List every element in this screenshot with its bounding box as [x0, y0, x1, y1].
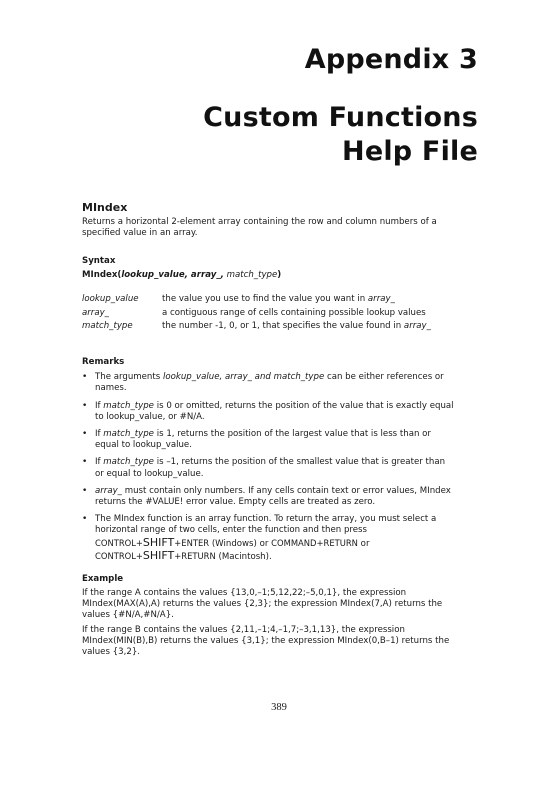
argument-row: [82, 307, 431, 321]
key-combo-windows: CONTROL+SHIFT+ENTER (Windows) or COMMAND+RETURN or: [95, 535, 370, 549]
argument-row: [82, 320, 431, 334]
description-line: specified value in an array.: [82, 228, 198, 238]
syntax-label: Syntax: [82, 256, 116, 266]
appendix-heading: Appendix 3: [304, 44, 478, 75]
argument-description: the number -1, 0, or 1, that specifies the value found in array_: [162, 321, 431, 331]
remark-item: • array_ must contain only numbers. If any cells contain text or error values, MIndex returns the #VALUE! error value. Empty cells are treated as zero.: [82, 486, 492, 508]
example-section: [82, 574, 494, 658]
remark-item: • The arguments lookup_value, array_ and match_type can be either references or names.: [82, 372, 492, 394]
argument-description: the value you use to find the value you want in array_: [162, 294, 395, 304]
argument-name: lookup_value: [82, 294, 139, 304]
syntax-suffix: ): [277, 270, 282, 280]
remarks-label: Remarks: [82, 357, 125, 367]
title-line-2: Help File: [342, 136, 478, 167]
syntax-signature: [82, 270, 490, 281]
remarks-list: [82, 372, 492, 563]
syntax-arg-optional: match_type: [223, 270, 278, 280]
function-description: [82, 217, 490, 239]
syntax-prefix: MIndex(: [82, 270, 122, 280]
example-label: Example: [82, 574, 124, 584]
syntax-section: [82, 256, 490, 281]
argument-row: [82, 293, 431, 307]
remark-item: • The MIndex function is an array function. To return the array, you must select a horizontal range of two cells, enter the function and then press CONTROL+SHIFT+ENTER (Windows) or COMMAND+RETURN or CONTROL+SHIFT+RETURN (Macintosh).: [82, 514, 492, 563]
argument-name: match_type: [82, 321, 133, 331]
description-line: Returns a horizontal 2-element array containing the row and column numbers of a: [82, 217, 437, 227]
remark-item: • If match_type is –1, returns the position of the smallest value that is greater than or equal to lookup_value.: [82, 457, 492, 479]
key-combo-mac: CONTROL+SHIFT+RETURN (Macintosh).: [95, 548, 272, 562]
example-paragraph: If the range A contains the values {13,0,–1;5,12,22;–5,0,1}, the expression MIndex(MAX(A),A) returns the values {2,3}; the expression MIndex(7,A) returns the values {#N/A,#N/A}.: [82, 588, 443, 620]
example-paragraph: If the range B contains the values {2,11,–1;4,–1,7;–3,1,13}, the expression MIndex(MIN(B),B) returns the values {3,1}; the expression MIndex(0,B–1) returns the values {3,2}.: [82, 625, 450, 657]
page-number: 389: [271, 702, 287, 713]
argument-description: a contiguous range of cells containing possible lookup values: [162, 307, 426, 318]
syntax-arg-bold: lookup_value, array_,: [121, 270, 224, 280]
remark-item: • If match_type is 0 or omitted, returns the position of the value that is exactly equal to lookup_value, or #N/A.: [82, 401, 492, 423]
remark-item: • If match_type is 1, returns the position of the largest value that is less than or equal to lookup_value.: [82, 429, 492, 451]
title-line-1: Custom Functions: [203, 102, 478, 133]
argument-list: [82, 293, 431, 334]
function-name: MIndex: [82, 201, 128, 214]
remarks-section: [82, 357, 492, 569]
argument-name: array_: [82, 307, 109, 318]
